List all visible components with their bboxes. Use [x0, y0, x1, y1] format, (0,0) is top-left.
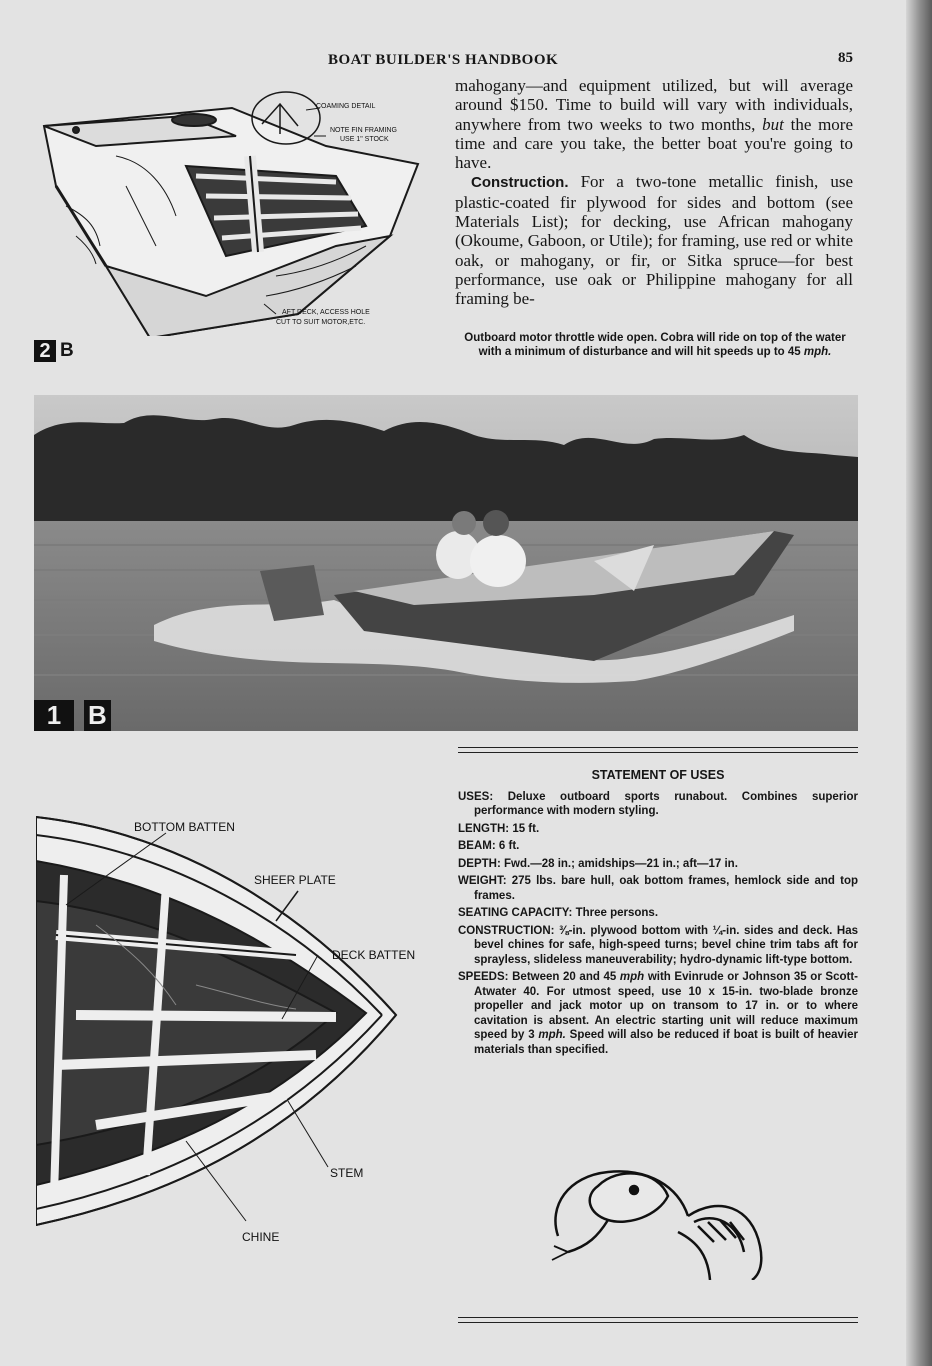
- fin-framing-callout-1: NOTE FIN FRAMING: [330, 127, 397, 134]
- boat-photo: [34, 395, 858, 731]
- photo-caption: Outboard motor throttle wide open. Cobra will ride on top of the water with a minimum of disturbance and will hit speeds up to 45 mph.: [464, 332, 846, 358]
- bottom-rule-2: [458, 1322, 858, 1323]
- running-header: BOAT BUILDER'S HANDBOOK: [328, 52, 559, 68]
- top-rule-1: [458, 747, 858, 748]
- aft-deck-callout-1: AFT DECK, ACCESS HOLE: [282, 309, 370, 316]
- spec-item: CONSTRUCTION: ⅜-in. plywood bottom with ¼-in. sides and deck. Has bevel chines for safe, high-speed turns; bevel chine trim tabs aft for sprayless, slideless maneuverability; hydro-dynamic lift-type bottom.: [458, 924, 858, 966]
- bottom-rule-1: [458, 1317, 858, 1318]
- aft-deck-callout-2: CUT TO SUIT MOTOR,ETC.: [276, 319, 366, 326]
- spec-item: WEIGHT: 275 lbs. bare hull, oak bottom frames, hemlock side and top frames.: [458, 875, 858, 902]
- uses-title: STATEMENT OF USES: [591, 768, 725, 782]
- deck-batten-label: DECK BATTEN: [332, 948, 416, 962]
- construction-heading: Construction.: [471, 174, 569, 192]
- stem-label: STEM: [330, 1166, 364, 1180]
- spec-item: SEATING CAPACITY: Three persons.: [458, 907, 659, 919]
- statement-of-uses: [458, 768, 858, 1060]
- bottom-batten-label: BOTTOM BATTEN: [134, 820, 235, 834]
- boat-interior-drawing: [36, 86, 440, 336]
- figure-1b-label: [34, 700, 111, 731]
- spec-item: BEAM: 6 ft.: [458, 840, 520, 852]
- figure-2b-letter: B: [60, 340, 74, 361]
- sheer-plate-label: SHEER PLATE: [254, 873, 336, 887]
- paragraph-cost: mahogany—and equipment utilized, but will average around $150. Time to build will vary with individuals, anywhere from two weeks to two months, but the more time and care you take, the better boat you're going to have.: [455, 76, 854, 173]
- fin-framing-callout-2: USE 1" STOCK: [340, 136, 389, 143]
- paragraph-construction: Construction. For a two-tone metallic finish, use plastic-coated fir plywood for sides and bottom (see Materials List); for decking, use African mahogany (Okoume, Gaboon, or Utile); for framing, use red or white oak, or mahogany, or fir, or Sitka spruce—for best performance, use oak or Philippine mahogany for all framing be-: [455, 172, 854, 309]
- page-number: 85: [838, 50, 853, 66]
- spec-item-speeds: SPEEDS: Between 20 and 45 mph with Evinrude or Johnson 35 or Scott-Atwater 40. For utmost speed, use 10 x 15-in. two-blade bronze propeller and jack motor up on transom to 17 in. or to where cavitation is absent. An electric starting unit will reduce maximum speed by 3 mph. Speed will also be reduced if boat is built of heavier materials than specified.: [458, 971, 859, 1056]
- figure-1b-letter: B: [84, 700, 111, 731]
- cobra-emblem-icon: [538, 1156, 774, 1280]
- figure-2b-number: 2: [34, 340, 56, 362]
- spec-item: LENGTH: 15 ft.: [458, 822, 540, 835]
- top-rule-2: [458, 752, 858, 753]
- book-spine-shadow: [906, 0, 932, 1366]
- spec-item: USES: Deluxe outboard sports runabout. Combines superior performance with modern styling.: [458, 790, 858, 817]
- figure-2b-label: [34, 340, 74, 362]
- coaming-callout: COAMING DETAIL: [316, 103, 376, 110]
- body-text: [455, 76, 853, 309]
- figure-1b-number: 1: [34, 700, 74, 731]
- spec-item: DEPTH: Fwd.—28 in.; amidships—21 in.; aft—17 in.: [458, 857, 738, 870]
- hull-framing-drawing: [36, 805, 440, 1245]
- chine-label: CHINE: [242, 1230, 280, 1244]
